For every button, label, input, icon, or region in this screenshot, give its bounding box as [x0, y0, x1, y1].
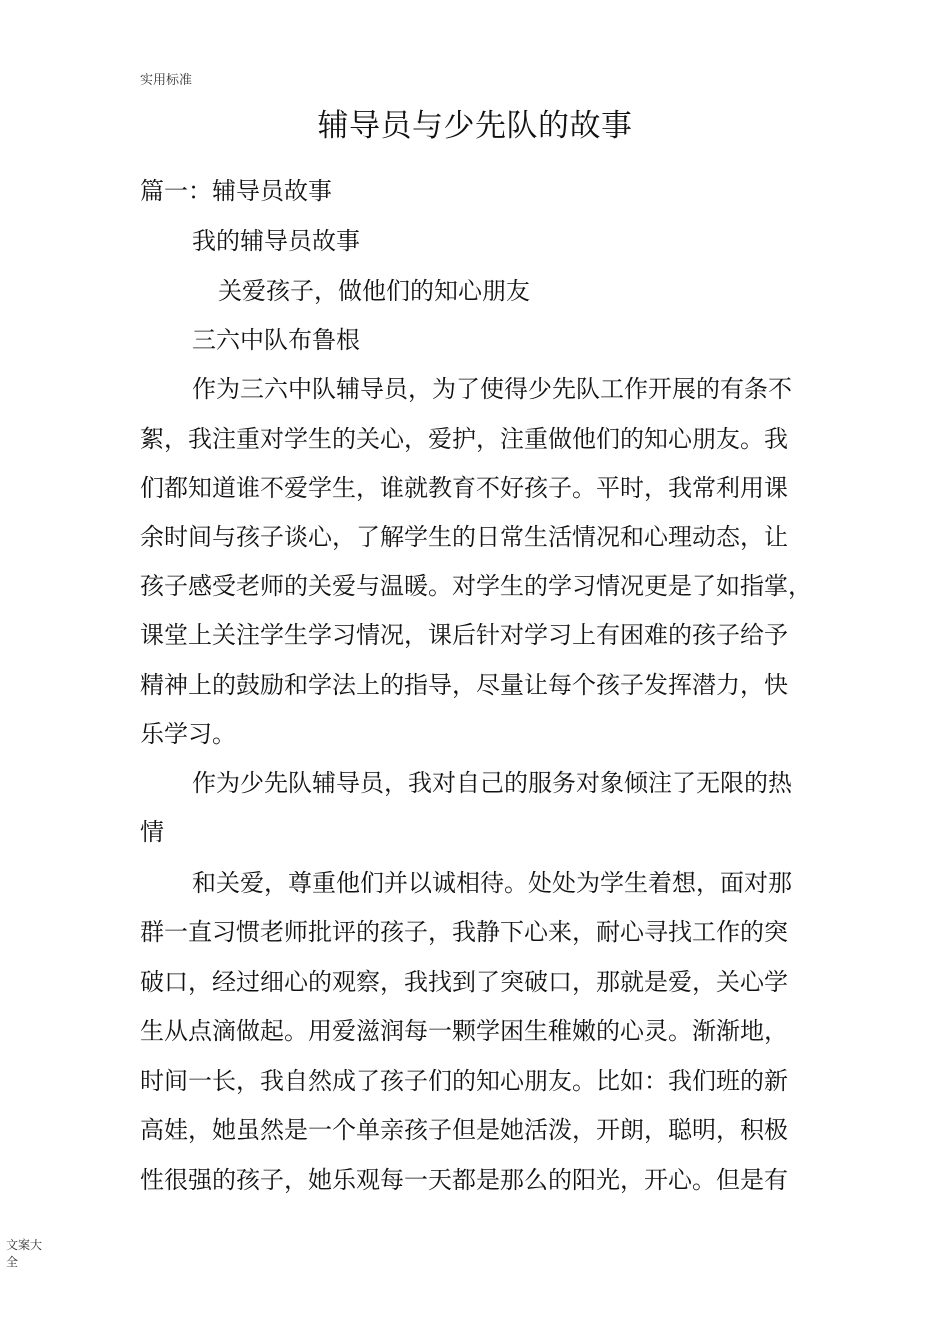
paragraph-line: 们都知道谁不爱学生，谁就教育不好孩子。平时，我常利用课 [140, 474, 788, 502]
paragraph-line: 性很强的孩子，她乐观每一天都是那么的阳光，开心。但是有 [140, 1166, 788, 1194]
document-title: 辅导员与少先队的故事 [317, 108, 633, 144]
paragraph-line: 孩子感受老师的关爱与温暖。对学生的学习情况更是了如指掌， [140, 572, 812, 600]
paragraph-line: 作为三六中队辅导员，为了使得少先队工作开展的有条不 [192, 375, 792, 403]
story-subtitle: 关爱孩子，做他们的知心朋友 [218, 277, 530, 305]
paragraph-line: 群一直习惯老师批评的孩子，我静下心来，耐心寻找工作的突 [140, 918, 788, 946]
paragraph-line: 乐学习。 [140, 720, 236, 748]
section-heading: 篇一：辅导员故事 [140, 177, 332, 205]
page-header-label: 实用标准 [140, 73, 193, 88]
paragraph-line: 课堂上关注学生学习情况，课后针对学习上有困难的孩子给予 [140, 621, 788, 649]
page-footer-label: 文案大全 [6, 1238, 43, 1269]
paragraph-line: 时间一长，我自然成了孩子们的知心朋友。比如：我们班的新 [140, 1067, 788, 1095]
paragraph-line: 生从点滴做起。用爱滋润每一颗学困生稚嫩的心灵。渐渐地， [140, 1017, 788, 1045]
story-heading: 我的辅导员故事 [192, 227, 360, 255]
story-author: 三六中队布鲁根 [192, 326, 360, 354]
paragraph-line: 和关爱，尊重他们并以诚相待。处处为学生着想，面对那 [192, 869, 792, 897]
paragraph-line: 精神上的鼓励和学法上的指导，尽量让每个孩子发挥潜力，快 [140, 671, 788, 699]
paragraph-line: 高娃，她虽然是一个单亲孩子但是她活泼，开朗，聪明，积极 [140, 1116, 788, 1144]
paragraph-line: 作为少先队辅导员，我对自己的服务对象倾注了无限的热 [192, 769, 792, 797]
paragraph-line: 破口，经过细心的观察，我找到了突破口，那就是爱，关心学 [140, 968, 788, 996]
paragraph-line: 絮，我注重对学生的关心，爱护，注重做他们的知心朋友。我 [140, 425, 788, 453]
paragraph-line: 余时间与孩子谈心，了解学生的日常生活情况和心理动态，让 [140, 523, 788, 551]
paragraph-line: 情 [140, 818, 164, 846]
